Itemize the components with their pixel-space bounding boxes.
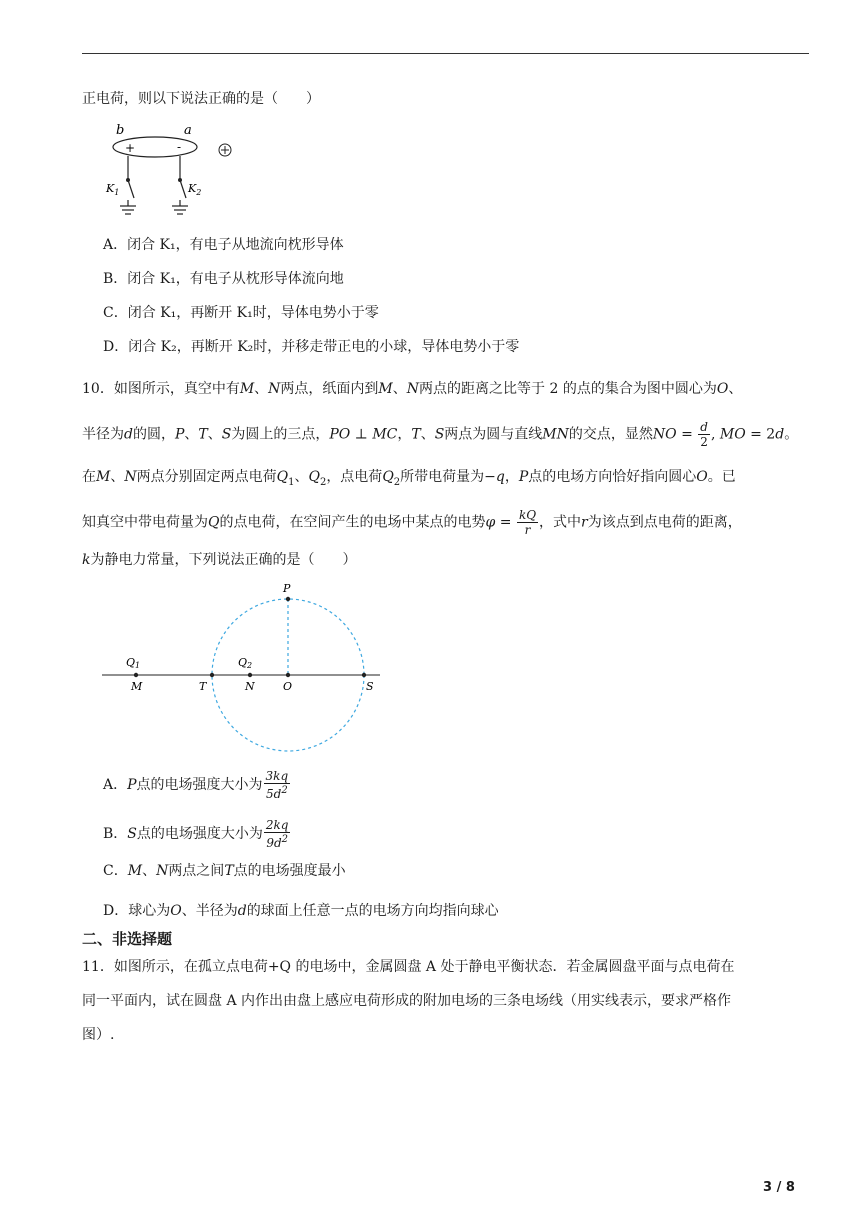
q11-line-2: 同一平面内，试在圆盘 A 内作出由盘上感应电荷形成的附加电场的三条电场线（用实线表示，要求严格作 (82, 993, 732, 1009)
label-q1: Q (126, 656, 136, 669)
svg-text:K1 (105, 182, 119, 197)
plus-sign: + (125, 141, 136, 155)
q10-stem-line-5: k为静电力常量，下列说法正确的是（ ） (82, 552, 357, 568)
q10-option-c: C．M、N两点之间T点的电场强度最小 (103, 863, 346, 879)
k1-sub: 1 (114, 188, 120, 197)
label-n: N (245, 680, 255, 693)
section-title: 二、非选择题 (82, 930, 173, 948)
q11-line-1: 11．如图所示，在孤立点电荷+Q 的电场中，金属圆盘 A 处于静电平衡状态．若金属圆盘平面与点电荷在 (82, 959, 735, 975)
label-s: S (366, 680, 374, 693)
svg-text:K2 (187, 182, 201, 197)
k1-label: K (106, 182, 115, 195)
q10-stem-line-1: 10．如图所示，真空中有M、N两点，纸面内到M、N两点的距离之比等于 2 的点的集合为图中圆心为O、 (82, 381, 743, 397)
q9-conductor-figure (100, 122, 240, 222)
q10-number: 10． (82, 381, 114, 397)
q10-stem-line-3: 在M、N两点分别固定两点电荷$Q_1$、$Q_2$，点电荷$Q_2$所带电荷量为−q，P点的电场方向恰好指向圆心O。已 (82, 469, 736, 488)
label-p: P (283, 582, 291, 595)
q9-stem-tail: 正电荷，则以下说法正确的是（ ） (82, 91, 320, 107)
minus-sign: - (177, 140, 182, 154)
q10-option-a: A．P点的电场强度大小为 $\frac{3kq}{5d^2}$ (103, 769, 289, 801)
label-m: M (131, 680, 143, 693)
label-b: b (116, 123, 125, 138)
q10-option-d: D．球心为O、半径为d的球面上任意一点的电场方向均指向球心 (103, 903, 499, 919)
label-q2-sub: 2 (247, 661, 253, 670)
q9-option-a: A．闭合 K₁，有电子从地流向枕形导体 (103, 237, 344, 253)
q10-stem-line-2: 半径为d的圆，P、T、S为圆上的三点，PO ⊥ MC，T、S两点为圆与直线MN的交点，显然NO = $\frac{d}{2}$ , MO = 2d。 (82, 420, 799, 449)
label-q2: Q (238, 656, 248, 669)
page-number: 3 / 8 (763, 1180, 795, 1195)
q11-line-3: 图）. (82, 1027, 115, 1043)
q9-option-c: C．闭合 K₁，再断开 K₁时，导体电势小于零 (103, 305, 379, 321)
svg-text:Q2 (238, 656, 252, 670)
k2-sub: 2 (196, 188, 202, 197)
label-t: T (199, 680, 207, 693)
k2-label: K (188, 182, 197, 195)
q9-option-d: D．闭合 K₂，再断开 K₂时，并移走带正电的小球，导体电势小于零 (103, 339, 520, 355)
svg-text:Q1 (126, 656, 140, 670)
q10-stem-line-4: 知真空中带电荷量为Q的点电荷，在空间产生的电场中某点的电势φ = $\frac{kQ}{r}$ ，式中r为该点到点电荷的距离， (82, 508, 742, 537)
q10-option-b: B．S点的电场强度大小为 $\frac{2kq}{9d^2}$ (103, 818, 289, 850)
label-q1-sub: 1 (135, 661, 141, 670)
header-rule (82, 53, 809, 54)
q10-circle-figure (100, 578, 390, 758)
label-o: O (283, 680, 293, 693)
label-a: a (184, 123, 192, 138)
q9-option-b: B．闭合 K₁，有电子从枕形导体流向地 (103, 271, 344, 287)
